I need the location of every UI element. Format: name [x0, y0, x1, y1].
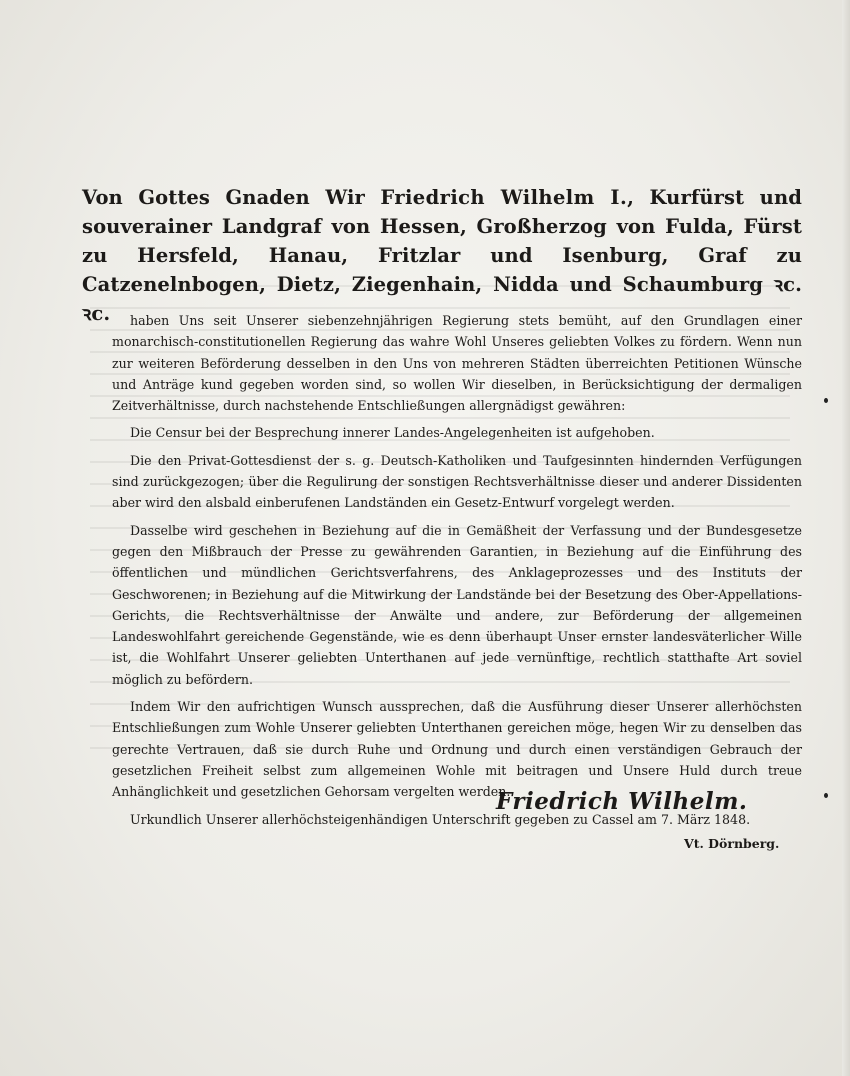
paragraph-press-and-courts: Dasselbe wird geschehen in Beziehung auf die in Gemäßheit der Verfassung und der Bundesgesetze gegen den Mißbrauch der Presse zu gewährenden Garantien, in Beziehung auf die Einführung des öffentlichen und mündlichen Gerichtsverfahrens, des Anklageprozesses und des Instituts der Geschworenen; in Beziehung auf die Mitwirkung der Landstände bei der Besetzung des Ober-Appellations-Gerichts, die Rechtsverhältnisse der Anwälte und andere, zur Beförderung der allgemeinen Landeswohlfahrt gereichende Gegenstände, wie es denn überhaupt Unser ernster landesväterlicher Wille ist, die Wohlfahrt Unserer geliebten Unterthanen auf jede vernünftige, rechtlich statthafte Art soviel möglich zu befördern.: [112, 522, 802, 687]
ink-spot: [824, 793, 828, 798]
paragraph-censorship: Die Censur bei der Besprechung innerer Landes-Angelegenheiten ist aufgehoben.: [130, 425, 655, 441]
proclamation-body: [112, 310, 802, 836]
paragraph-closing-wish: Indem Wir den aufrichtigen Wunsch aussprechen, daß die Ausführung dieser Unserer allerhöchsten Entschließungen zum Wohle Unserer geliebten Unterthanen gereichen möge, hegen Wir zu denselben das gerechte Vertrauen, daß sie durch Ruhe und Ordnung und durch einen verständigen Gebrauch der gesetzlichen Freiheit selbst zum allgemeinen Wohle mit beitragen und Unsere Huld durch treue Anhänglichkeit und gesetzlichen Gehorsam vergelten werden.: [112, 699, 802, 800]
heading-intro: Von Gottes Gnaden Wir: [82, 186, 365, 209]
ink-spot: [824, 398, 828, 403]
heading-titles: , Kurfürst und souverainer Landgraf von Hessen, Großherzog von Fulda, Fürst zu Hersfeld, Hanau, Fritzlar und Isenburg, Graf zu Catzenelnbogen, Dietz, Ziegenhain, Nidda und Schaumburg ꝛc. ꝛc.: [82, 186, 802, 325]
paragraph-attestation: Urkundlich Unserer allerhöchsteigenhändigen Unterschrift gegeben zu Cassel am 7. März 1848.: [130, 811, 751, 827]
proclamation-heading: [82, 183, 802, 328]
heading-ruler-name: Friedrich Wilhelm I.: [380, 186, 628, 209]
paragraph-dissidents: Die den Privat-Gottesdienst der s. g. Deutsch-Katholiken und Taufgesinnten hindernden Verfügungen sind zurückgezogen; über die Regulirung der sonstigen Rechtsverhältnisse dieser und anderer Dissidenten aber wird den alsbald einberufenen Landständen ein Gesetz-Entwurf vorgelegt werden.: [112, 452, 802, 511]
paragraph-preamble: haben Uns seit Unserer siebenzehnjährigen Regierung stets bemüht, auf den Grundlagen einer monarchisch-constitutionellen Regierung das wahre Wohl Unseres geliebten Volkes zu fördern. Wenn nun zur weiteren Beförderung desselben in den Uns von mehreren Städten überreichten Petitionen Wünsche und Anträge kund gegeben worden sind, so wollen Wir dieselben, in Berücksichtigung der dermaligen Zeitverhältnisse, durch nachstehende Entschließungen allergnädigst gewähren:: [112, 313, 802, 414]
page-edge: [842, 0, 850, 1076]
ruler-signature: Friedrich Wilhelm.: [496, 788, 748, 815]
countersignature: Vt. Dörnberg.: [684, 836, 780, 851]
